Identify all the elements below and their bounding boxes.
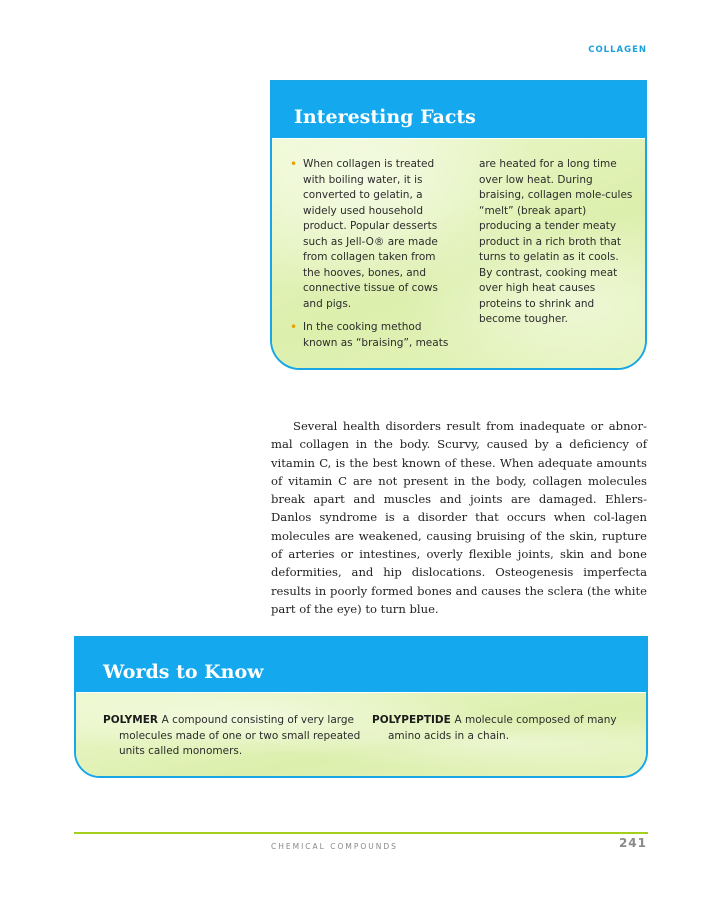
interesting-facts-box — [270, 80, 647, 370]
facts-column-right — [479, 157, 634, 328]
running-head: COLLAGEN — [588, 45, 647, 55]
glossary-entry — [103, 713, 364, 760]
facts-title: Interesting Facts — [294, 106, 476, 128]
glossary-definition: A molecule composed of many amino acids in a chain. — [388, 714, 617, 742]
bullet-dot-icon: • — [290, 320, 298, 334]
facts-header — [272, 82, 645, 138]
footer-rule — [74, 832, 648, 834]
fact-text: In the cooking method known as “braising”, meats — [303, 321, 449, 349]
facts-column-left — [290, 157, 455, 359]
facts-body — [272, 138, 645, 368]
glossary-definition: A compound consisting of very large molecules made of one or two small repeated units called monomers. — [119, 714, 361, 757]
words-body — [76, 692, 646, 776]
footer-book-title: CHEMICAL COMPOUNDS — [271, 842, 398, 851]
page-number: 241 — [618, 836, 647, 850]
glossary-term: POLYMER — [103, 714, 162, 726]
glossary-entry — [372, 713, 633, 744]
fact-item — [290, 157, 455, 312]
words-to-know-box — [74, 636, 648, 778]
fact-text: When collagen is treated with boiling water, it is converted to gelatin, a widely used household product. Popular desserts such as Jell-O® are made from collagen taken from the hooves, bones, and connective tissue of cows and pigs. — [303, 158, 438, 310]
bullet-dot-icon: • — [290, 157, 298, 171]
fact-text-continued: are heated for a long time over low heat. During braising, collagen mole-cules “melt” (break apart) producing a tender meaty product in a rich broth that turns to gelatin as it cools. By contrast, cooking meat over high heat causes proteins to shrink and become tougher. — [479, 158, 633, 325]
fact-item — [290, 320, 455, 351]
words-header — [76, 638, 646, 692]
body-paragraph: Several health disorders result from inadequate or abnor-mal collagen in the body. Scurvy, caused by a deficiency of vitamin C, is the best known of these. When adequate amounts of vitamin C are not present in the body, collagen molecules break apart and muscles and joints are damaged. Ehlers-Danlos syndrome is a disorder that occurs when col-lagen molecules are weakened, causing bruising of the skin, rupture of arteries or intestines, overly flexible joints, skin and bone deformities, and hip dislocations. Osteogenesis imperfecta results in poorly formed bones and causes the sclera (the white part of the eye) to turn blue. — [271, 419, 647, 616]
glossary-term: POLYPEPTIDE — [372, 714, 455, 726]
words-title: Words to Know — [103, 661, 264, 683]
